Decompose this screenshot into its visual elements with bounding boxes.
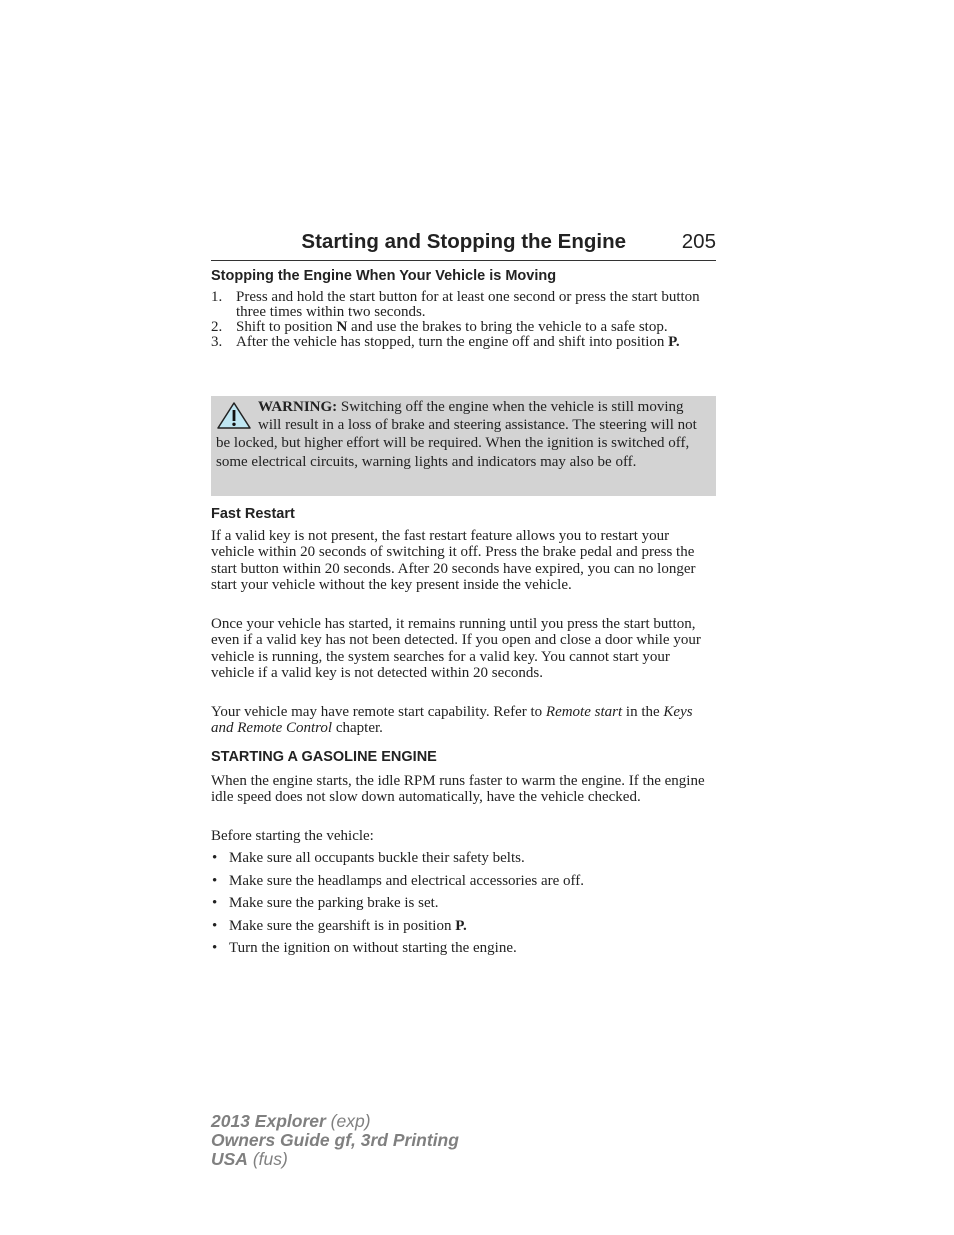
text: in the bbox=[622, 704, 664, 720]
list-item bbox=[211, 892, 716, 915]
footer-market: USA bbox=[211, 1149, 248, 1169]
step-text-after: and use the brakes to bring the vehicle to a safe stop. bbox=[347, 319, 668, 335]
before-starting-checklist bbox=[211, 847, 716, 960]
bullet-text: Make sure all occupants buckle their safety belts. bbox=[229, 850, 525, 866]
bullet-icon: • bbox=[212, 940, 218, 956]
step-number: 1. bbox=[211, 289, 223, 305]
text: chapter. bbox=[332, 720, 383, 737]
warning-box bbox=[211, 396, 716, 496]
bullet-bold: P. bbox=[455, 917, 467, 934]
step-text: After the vehicle has stopped, turn the engine off and shift into position bbox=[236, 334, 669, 350]
fast-restart-paragraph-1: If a valid key is not present, the fast restart feature allows you to restart your vehicle within 20 seconds of switching it off. Press the brake pedal and press the start button within 20 seconds. After 20 seconds have expired, you can no longer start your vehicle without the key present inside the vehicle. bbox=[211, 528, 696, 593]
list-item bbox=[211, 847, 716, 870]
footer-model-code: (exp) bbox=[325, 1111, 371, 1131]
bullet-icon: • bbox=[212, 895, 218, 911]
step-bold: P. bbox=[668, 334, 680, 350]
step-text: Shift to position bbox=[236, 319, 337, 335]
bullet-text: Turn the ignition on without starting the engine. bbox=[229, 940, 517, 956]
gasoline-paragraph-1: When the engine starts, the idle RPM runs faster to warm the engine. If the engine idle speed does not slow down automatically, have the vehicle checked. bbox=[211, 773, 705, 806]
warning-triangle-icon bbox=[216, 401, 252, 431]
list-item bbox=[211, 870, 716, 893]
step-text: Press and hold the start button for at least one second or press the start button three times within two seconds. bbox=[236, 289, 700, 320]
step-number: 3. bbox=[211, 334, 223, 350]
warning-text: Switching off the engine when the vehicle is still moving will result in a loss of brake and steering assistance. The steering will not be locked, but higher effort will be required. When the ignition is switched off, some electrical circuits, warning lights and indicators may also be off. bbox=[216, 399, 697, 470]
list-item bbox=[211, 320, 716, 335]
section-heading-stopping: Stopping the Engine When Your Vehicle is Moving bbox=[211, 268, 557, 284]
fast-restart-paragraph-2: Once your vehicle has started, it remains running until you press the start button, even if a valid key has not been detected. If you open and close a door while your vehicle is running, the system searches for a valid key. You cannot start your vehicle if a valid key is not detected within 20 seconds. bbox=[211, 616, 701, 681]
bullet-text: Make sure the gearshift is in position bbox=[229, 917, 456, 934]
list-item bbox=[211, 335, 716, 350]
gasoline-paragraph-2: Before starting the vehicle: bbox=[211, 828, 374, 844]
footer-market-code: (fus) bbox=[247, 1149, 288, 1169]
section-heading-fast-restart: Fast Restart bbox=[211, 506, 295, 522]
warning-label: WARNING: bbox=[258, 399, 338, 415]
bullet-text: Make sure the headlamps and electrical accessories are off. bbox=[229, 872, 584, 889]
step-bold: N bbox=[336, 319, 348, 335]
list-item bbox=[211, 290, 716, 320]
page-header bbox=[211, 228, 716, 261]
bullet-icon: • bbox=[212, 850, 218, 866]
remote-start-reference: Remote start bbox=[545, 704, 623, 720]
list-item bbox=[211, 915, 716, 938]
section-heading-gasoline: STARTING A GASOLINE ENGINE bbox=[211, 749, 437, 765]
stopping-steps-list bbox=[211, 290, 716, 350]
footer-guide: Owners Guide gf, 3rd Printing bbox=[211, 1130, 459, 1150]
step-number: 2. bbox=[211, 319, 223, 335]
page-footer bbox=[211, 1112, 716, 1169]
chapter-title: Starting and Stopping the Engine bbox=[301, 230, 626, 253]
list-item bbox=[211, 937, 716, 960]
bullet-icon: • bbox=[212, 872, 218, 889]
page-number: 205 bbox=[681, 230, 716, 253]
text: Your vehicle may have remote start capability. Refer to bbox=[211, 704, 546, 720]
fast-restart-paragraph-3 bbox=[211, 704, 716, 737]
keys-chapter-reference: Keys and Remote Control bbox=[211, 704, 693, 737]
bullet-icon: • bbox=[212, 917, 218, 934]
bullet-text: Make sure the parking brake is set. bbox=[229, 895, 439, 911]
footer-model: 2013 Explorer bbox=[211, 1111, 326, 1131]
